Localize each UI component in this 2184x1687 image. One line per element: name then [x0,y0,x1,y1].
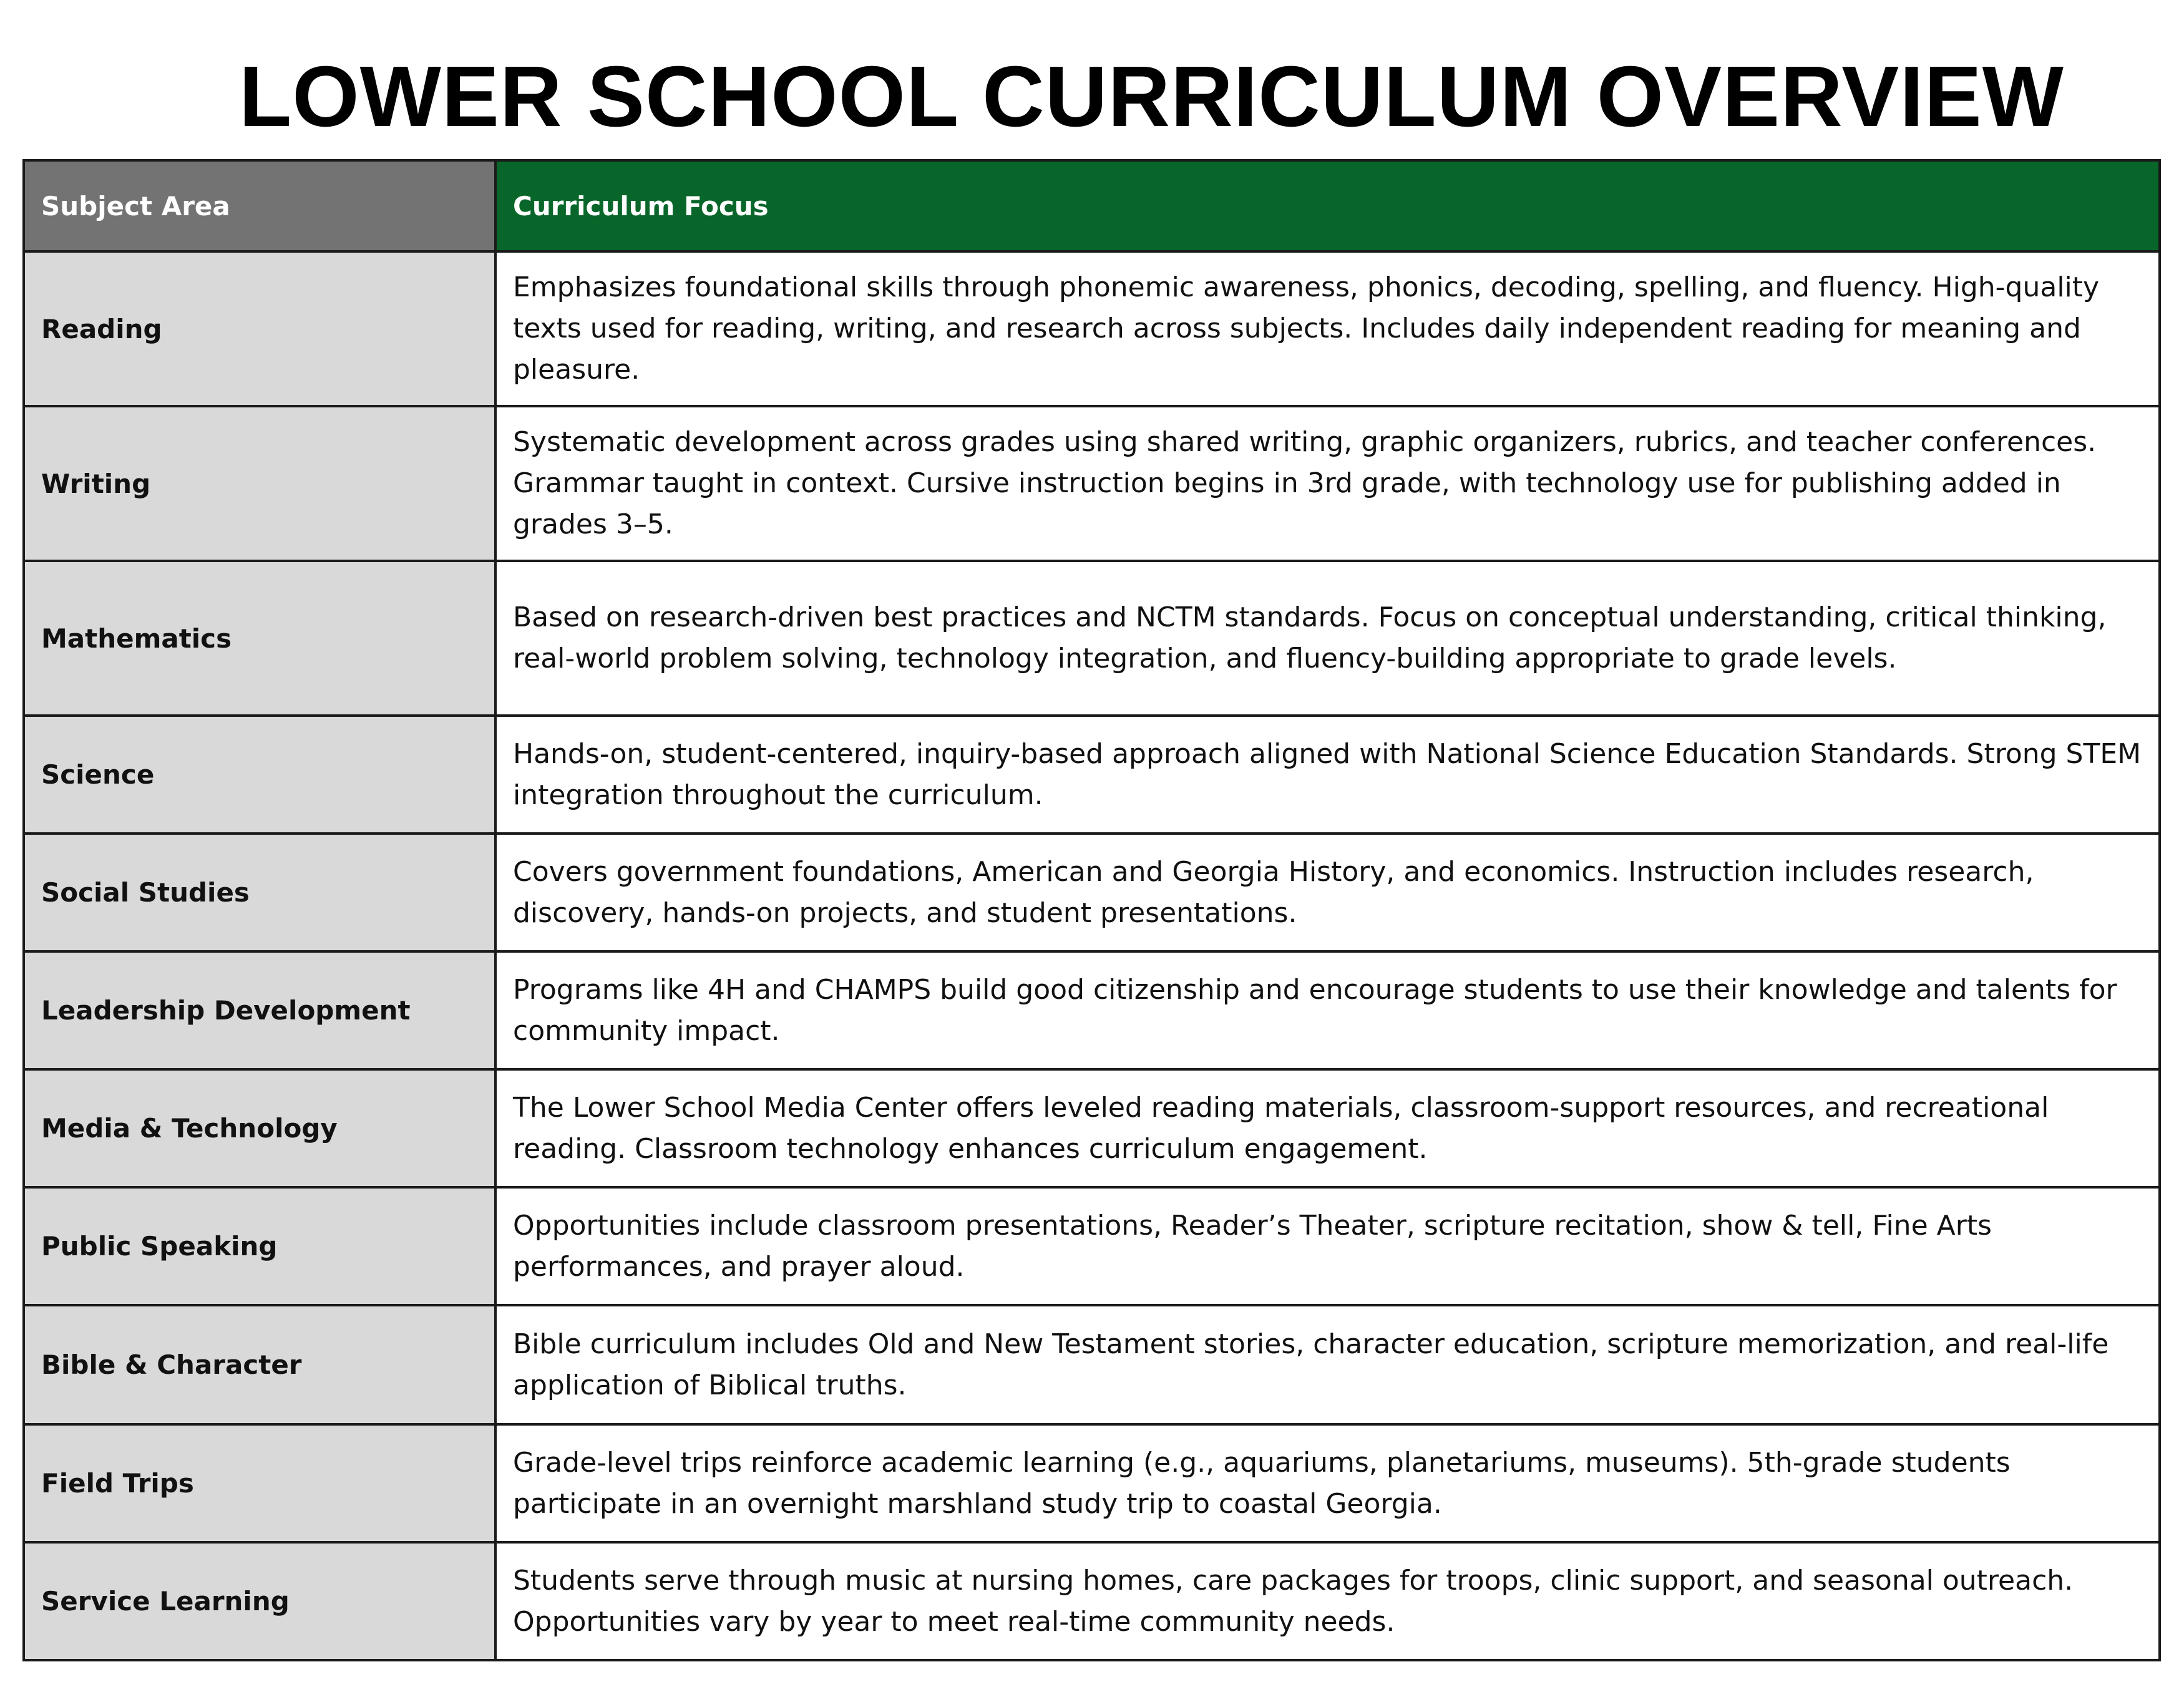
subject-cell: Public Speaking [24,1187,495,1305]
subject-cell: Leadership Development [24,951,495,1069]
table-row [24,1069,2160,1187]
focus-cell: Covers government foundations, American and Georgia History, and economics. Instruction includes research, discovery, hands-on projects, and student presentations. [495,834,2160,951]
subject-cell: Mathematics [24,561,495,716]
subject-cell: Service Learning [24,1542,495,1660]
subject-area-header: Subject Area [24,160,495,251]
table-row [24,1542,2160,1660]
subject-cell: Writing [24,406,495,561]
table-row [24,951,2160,1069]
table-row [24,716,2160,834]
table-row [24,561,2160,716]
focus-cell: Based on research-driven best practices and NCTM standards. Focus on conceptual understanding, critical thinking, real-world problem solving, technology integration, and fluency-building appropriate to grade levels. [495,561,2160,716]
table-row [24,406,2160,561]
subject-cell: Field Trips [24,1424,495,1542]
table-row [24,1305,2160,1424]
curriculum-focus-header: Curriculum Focus [495,160,2160,251]
table-row [24,834,2160,951]
table-row [24,251,2160,406]
focus-cell: Emphasizes foundational skills through phonemic awareness, phonics, decoding, spelling, and fluency. High-quality texts used for reading, writing, and research across subjects. Includes daily independent reading for meaning and pleasure. [495,251,2160,406]
focus-cell: Opportunities include classroom presentations, Reader’s Theater, scripture recitation, show & tell, Fine Arts performances, and prayer aloud. [495,1187,2160,1305]
focus-cell: Programs like 4H and CHAMPS build good citizenship and encourage students to use their knowledge and talents for community impact. [495,951,2160,1069]
subject-cell: Reading [24,251,495,406]
focus-cell: Systematic development across grades using shared writing, graphic organizers, rubrics, and teacher conferences. Grammar taught in context. Cursive instruction begins in 3rd grade, with technology use for publishing added in grades 3–5. [495,406,2160,561]
table-row [24,1424,2160,1542]
subject-cell: Social Studies [24,834,495,951]
table-row [24,1187,2160,1305]
curriculum-table [22,159,2161,1661]
subject-cell: Bible & Character [24,1305,495,1424]
table-header-row [24,160,2160,251]
focus-cell: Students serve through music at nursing homes, care packages for troops, clinic support, and seasonal outreach. Opportunities vary by year to meet real-time community needs. [495,1542,2160,1660]
focus-cell: Hands-on, student-centered, inquiry-based approach aligned with National Science Education Standards. Strong STEM integration throughout the curriculum. [495,716,2160,834]
subject-cell: Media & Technology [24,1069,495,1187]
subject-cell: Science [24,716,495,834]
focus-cell: Bible curriculum includes Old and New Testament stories, character education, scripture memorization, and real-life application of Biblical truths. [495,1305,2160,1424]
focus-cell: The Lower School Media Center offers leveled reading materials, classroom-support resources, and recreational reading. Classroom technology enhances curriculum engagement. [495,1069,2160,1187]
focus-cell: Grade-level trips reinforce academic learning (e.g., aquariums, planetariums, museums). 5th-grade students participate in an overnight marshland study trip to coastal Georgia. [495,1424,2160,1542]
page-title: LOWER SCHOOL CURRICULUM OVERVIEW [239,49,2064,145]
